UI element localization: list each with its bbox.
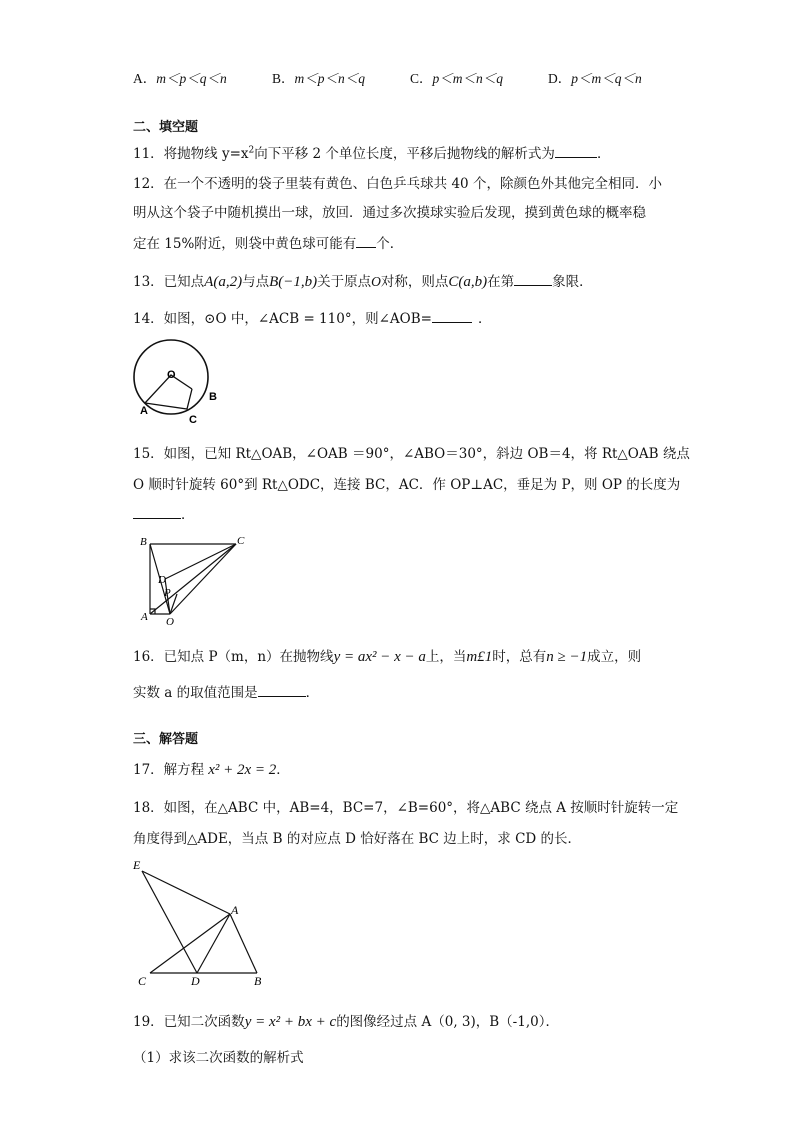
- segment-ab: [230, 914, 257, 973]
- label-o: O: [167, 369, 176, 381]
- q16-text: 成立，则: [587, 649, 642, 665]
- q15-end: ．: [181, 507, 195, 523]
- section-heading-solve: 三、解答题: [133, 732, 199, 747]
- question-19: [133, 1010, 559, 1031]
- choice-a: [133, 67, 227, 87]
- answer-blank[interactable]: [432, 309, 472, 323]
- q16-text: 时，总有: [492, 649, 547, 665]
- segment-co: [170, 544, 236, 614]
- q13-text: 在第: [487, 274, 515, 290]
- question-18-line2: 角度得到△ADE，当点 B 的对应点 D 恰好落在 BC 边上时，求 CD 的长．: [133, 831, 582, 847]
- choice-text: m＜p＜n＜q: [294, 71, 366, 86]
- label-o: O: [166, 616, 174, 628]
- choice-letter: B．: [272, 71, 295, 86]
- question-17: [133, 758, 290, 779]
- q13-point-c: C(a,b): [448, 274, 488, 290]
- question-19-part1: （1）求该二次函数的解析式: [133, 1050, 304, 1066]
- segment-ac: [150, 914, 230, 973]
- choice-letter: D．: [548, 71, 572, 86]
- question-12-line3: [133, 232, 403, 252]
- segment-cd: [165, 544, 236, 579]
- section-heading-fill-blank: 二、填空题: [133, 120, 199, 135]
- answer-blank[interactable]: [356, 234, 376, 248]
- q16-condition: m£1: [466, 649, 493, 665]
- q12-text: 定在 15%附近，则袋中黄色球可能有: [133, 236, 357, 252]
- choice-c: [410, 67, 503, 87]
- label-b: B: [140, 536, 147, 548]
- segment-ea: [142, 871, 230, 914]
- label-d: D: [158, 574, 166, 586]
- question-16-line2: [133, 681, 319, 701]
- chords-ac-cb: [145, 389, 192, 409]
- question-15-line1: 15．如图，已知 Rt△OAB，∠OAB ＝90°，∠ABO＝30°，斜边 OB＝4，将 Rt△OAB 绕点: [133, 446, 690, 462]
- q13-text: 与点: [242, 274, 270, 290]
- q13-text: 关于原点: [317, 274, 372, 290]
- q13-point-a: A(a,2): [204, 274, 243, 290]
- label-a: A: [140, 405, 148, 417]
- choice-d: [548, 67, 642, 87]
- answer-blank[interactable]: [133, 505, 181, 519]
- q16-end: ．: [305, 685, 320, 701]
- label-d: D: [191, 974, 200, 988]
- q16-text: 实数 a 的取值范围是: [133, 685, 258, 701]
- question-15-line3: [133, 503, 195, 523]
- label-a: A: [231, 903, 239, 917]
- question-11: [133, 142, 610, 162]
- q12-end: 个．: [376, 236, 404, 252]
- label-c: C: [237, 535, 245, 547]
- q13-text: 对称，则点: [380, 274, 449, 290]
- q13-origin: O: [371, 274, 381, 289]
- q14-end: ．: [477, 311, 492, 327]
- label-c: C: [138, 974, 147, 988]
- label-a: A: [141, 611, 148, 623]
- q11-text: 11．将抛物线 y=x: [133, 146, 249, 162]
- q13-end: 象限．: [552, 274, 593, 290]
- choice-b: [272, 67, 365, 87]
- question-14: [133, 307, 491, 327]
- q16-formula: y = ax² − x − a: [333, 649, 426, 665]
- figure-rotated-triangle: [130, 855, 270, 990]
- segment-ed: [142, 871, 197, 973]
- q11-end: ．: [596, 146, 611, 162]
- choice-text: p＜m＜q＜n: [571, 71, 642, 86]
- label-b: B: [254, 974, 262, 988]
- label-p: P: [164, 587, 171, 599]
- answer-blank[interactable]: [514, 272, 552, 286]
- q14-text: 14．如图，⊙O 中，∠ACB = 110°，则∠AOB=: [133, 311, 432, 327]
- q17-end: ．: [276, 762, 290, 778]
- label-e: E: [133, 858, 141, 872]
- q16-text: 上，当: [425, 649, 467, 665]
- question-13: [133, 270, 593, 291]
- question-12-line1: 12．在一个不透明的袋子里装有黄色、白色乒乓球共 40 个，除颜色外其他完全相同．小: [133, 176, 662, 192]
- q19-text: 19．已知二次函数: [133, 1014, 245, 1030]
- q17-formula: x² + 2x = 2: [208, 762, 277, 778]
- q11-text-post: 向下平移 2 个单位长度，平移后抛物线的解析式为: [254, 146, 555, 162]
- label-b: B: [209, 391, 217, 403]
- question-15-line2: O 顺时针旋转 60°到 Rt△ODC，连接 BC，AC．作 OP⊥AC，垂足为 P，则 OP 的长度为: [133, 477, 681, 493]
- figure-rotation-triangles: [136, 532, 256, 628]
- answer-blank[interactable]: [555, 144, 597, 158]
- question-16-line1: [133, 645, 641, 666]
- choice-text: p＜m＜n＜q: [432, 71, 504, 86]
- segment-ad: [197, 914, 230, 973]
- question-12-line2: 明从这个袋子中随机摸出一球，放回．通过多次摸球实验后发现，摸到黄色球的概率稳: [133, 205, 646, 221]
- choice-letter: A．: [133, 71, 157, 86]
- q17-text: 17．解方程: [133, 762, 205, 778]
- label-c: C: [189, 414, 197, 426]
- choice-letter: C．: [410, 71, 433, 86]
- answer-blank[interactable]: [258, 683, 306, 697]
- choice-text: m＜p＜q＜n: [156, 71, 227, 86]
- q13-point-b: B(−1,b): [269, 274, 318, 290]
- q11-sup: 2: [248, 145, 255, 156]
- q13-text: 13．已知点: [133, 274, 205, 290]
- q16-text: 16．已知点 P（m，n）在抛物线: [133, 649, 334, 665]
- q16-condition2: n ≥ −1: [546, 649, 588, 665]
- question-18-line1: 18．如图，在△ABC 中，AB=4，BC=7，∠B=60°，将△ABC 绕点 A 按顺时针旋转一定: [133, 800, 679, 816]
- q19-text: 的图像经过点 A（0, 3)，B（-1,0）．: [336, 1014, 559, 1030]
- figure-circle: [130, 336, 230, 430]
- q19-formula: y = x² + bx + c: [244, 1014, 337, 1030]
